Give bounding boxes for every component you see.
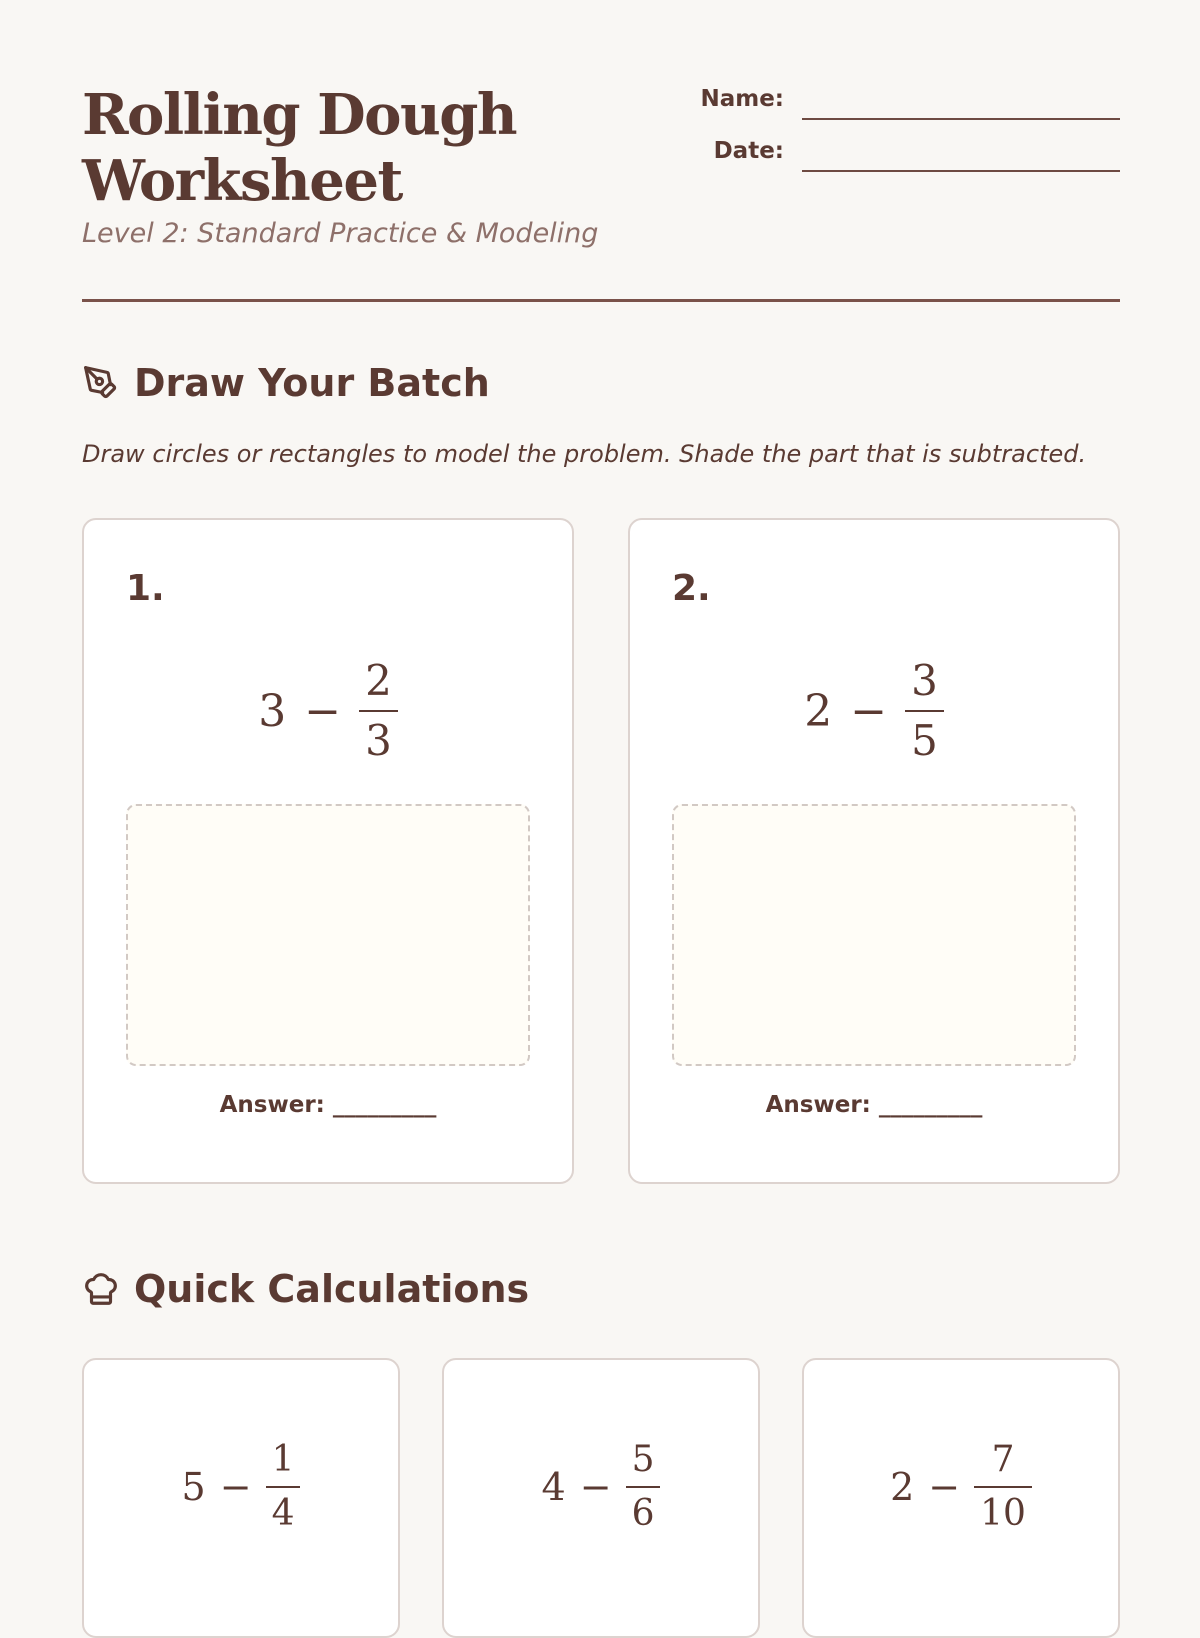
numerator: 3 bbox=[911, 656, 938, 705]
fraction bbox=[974, 1438, 1032, 1536]
worksheet-page bbox=[82, 0, 1120, 1600]
fraction-bar bbox=[905, 710, 944, 712]
header-divider bbox=[82, 299, 1120, 302]
fraction-expression bbox=[84, 656, 572, 766]
draw-section-heading bbox=[82, 360, 490, 406]
name-line[interactable] bbox=[802, 118, 1120, 120]
pen-tool-icon bbox=[82, 364, 120, 402]
draw-section-title: Draw Your Batch bbox=[134, 361, 490, 405]
minus-sign: − bbox=[850, 685, 888, 737]
quick-section-heading bbox=[82, 1266, 529, 1312]
fraction-expression bbox=[444, 1438, 758, 1536]
name-label: Name: bbox=[700, 86, 784, 112]
minus-sign: − bbox=[579, 1465, 612, 1509]
denominator: 3 bbox=[365, 716, 392, 765]
whole-number: 2 bbox=[804, 685, 833, 737]
name-field[interactable] bbox=[682, 80, 1120, 120]
date-label: Date: bbox=[713, 138, 784, 164]
page-title: Rolling Dough Worksheet bbox=[82, 82, 517, 214]
denominator: 4 bbox=[271, 1493, 295, 1534]
page-subtitle: Level 2: Standard Practice & Modeling bbox=[82, 218, 599, 249]
answer-line[interactable]: Answer: _________ bbox=[765, 1092, 983, 1118]
whole-number: 4 bbox=[541, 1465, 566, 1509]
date-line[interactable] bbox=[802, 170, 1120, 172]
numerator: 2 bbox=[365, 656, 392, 705]
denominator: 5 bbox=[911, 716, 938, 765]
problem-number: 2. bbox=[672, 568, 711, 609]
fraction bbox=[626, 1438, 661, 1536]
quick-card-1 bbox=[82, 1358, 400, 1638]
drawing-area[interactable] bbox=[126, 804, 530, 1066]
problem-number: 1. bbox=[126, 568, 165, 609]
answer-line[interactable]: Answer: _________ bbox=[219, 1092, 437, 1118]
problem-card-2 bbox=[628, 518, 1120, 1184]
fraction-expression bbox=[84, 1438, 398, 1536]
instructions-text: Draw circles or rectangles to model the problem. Shade the part that is subtracted. bbox=[82, 440, 1087, 468]
fraction bbox=[359, 656, 398, 766]
problem-card-1 bbox=[82, 518, 574, 1184]
numerator: 5 bbox=[631, 1439, 655, 1480]
numerator: 1 bbox=[271, 1439, 295, 1480]
minus-sign: − bbox=[219, 1465, 252, 1509]
numerator: 7 bbox=[991, 1439, 1015, 1480]
fraction-bar bbox=[266, 1486, 301, 1488]
fraction-bar bbox=[359, 710, 398, 712]
fraction-expression bbox=[630, 656, 1118, 766]
chef-hat-icon bbox=[82, 1270, 120, 1308]
denominator: 10 bbox=[980, 1493, 1026, 1534]
denominator: 6 bbox=[631, 1493, 655, 1534]
quick-card-3 bbox=[802, 1358, 1120, 1638]
minus-sign: − bbox=[928, 1465, 961, 1509]
fraction-expression bbox=[804, 1438, 1118, 1536]
whole-number: 5 bbox=[181, 1465, 206, 1509]
whole-number: 2 bbox=[890, 1465, 915, 1509]
fraction-bar bbox=[626, 1486, 661, 1488]
fraction bbox=[905, 656, 944, 766]
minus-sign: − bbox=[304, 685, 342, 737]
quick-card-2 bbox=[442, 1358, 760, 1638]
date-field[interactable] bbox=[682, 132, 1120, 172]
whole-number: 3 bbox=[258, 685, 287, 737]
fraction-bar bbox=[974, 1486, 1032, 1488]
quick-section-title: Quick Calculations bbox=[134, 1267, 530, 1311]
fraction bbox=[266, 1438, 301, 1536]
drawing-area[interactable] bbox=[672, 804, 1076, 1066]
